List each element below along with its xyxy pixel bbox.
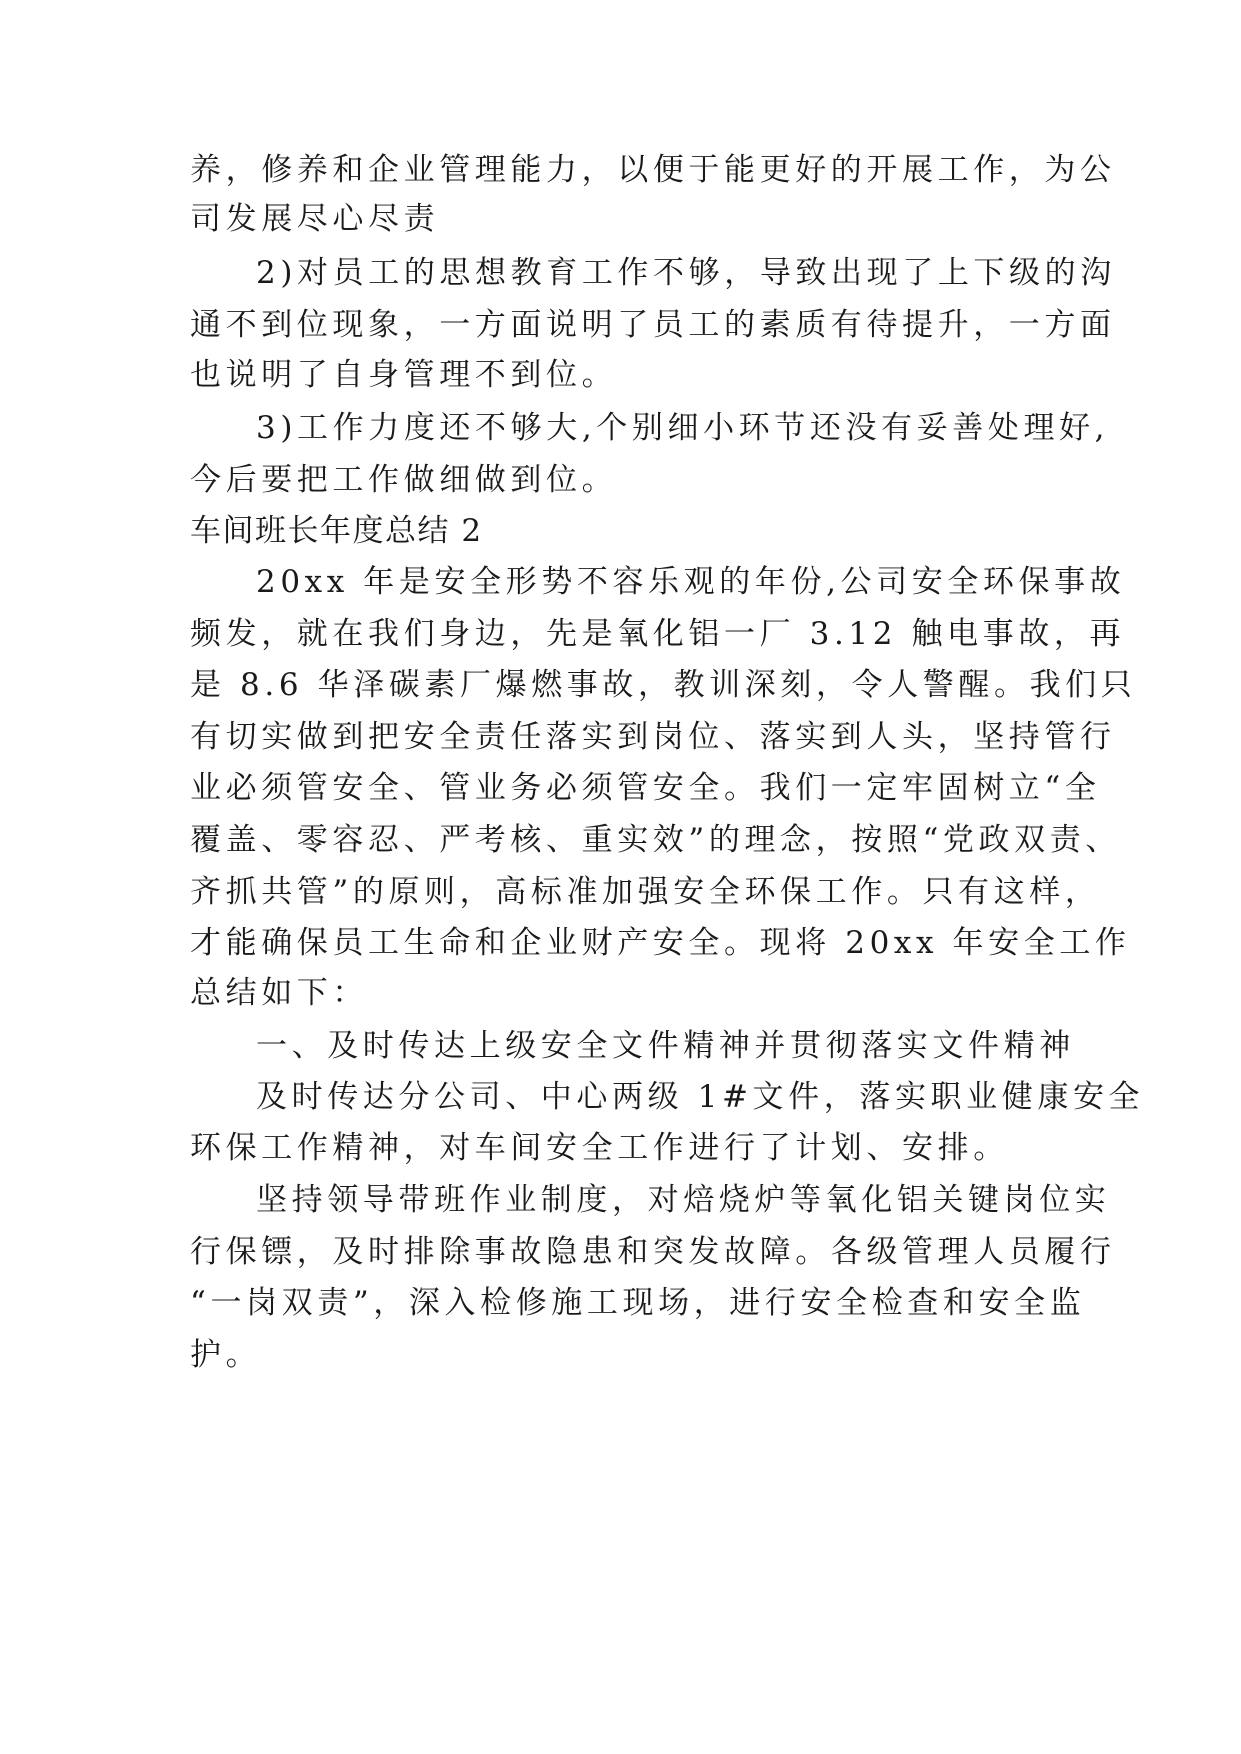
- text-line: 及时传达分公司、中心两级 1#文件，落实职业健康安全: [256, 1079, 1145, 1115]
- text-line: 也说明了自身管理不到位。: [190, 357, 618, 393]
- text-line: 养，修养和企业管理能力，以便于能更好的开展工作，为公: [190, 152, 1116, 188]
- text-line: 业必须管安全、管业务必须管安全。我们一定牢固树立“全: [190, 770, 1101, 806]
- text-line: 是 8.6 华泽碳素厂爆燃事故，教训深刻，令人警醒。我们只: [190, 667, 1137, 703]
- text-line: 有切实做到把安全责任落实到岗位、落实到人头，坚持管行: [190, 719, 1116, 755]
- section-heading: 车间班长年度总结 2: [190, 513, 483, 549]
- text-line: 频发，就在我们身边，先是氧化铝一厂 3.12 触电事故，再: [190, 616, 1126, 652]
- text-line: 护。: [190, 1337, 262, 1373]
- text-line: 覆盖、零容忍、严考核、重实效”的理念，按照“党政双责、: [190, 822, 1121, 858]
- text-line: 通不到位现象，一方面说明了员工的素质有待提升，一方面: [190, 307, 1116, 343]
- subsection-heading: 一、及时传达上级安全文件精神并贯彻落实文件精神: [256, 1028, 1075, 1064]
- text-line: 3)工作力度还不够大,个别细小环节还没有妥善处理好,: [256, 410, 1110, 446]
- text-line: 今后要把工作做细做到位。: [190, 462, 618, 498]
- text-line: 总结如下：: [190, 975, 368, 1011]
- text-line: 司发展尽心尽责: [190, 201, 440, 237]
- text-line: 20xx 年是安全形势不容乐观的年份,公司安全环保事故: [256, 564, 1126, 600]
- text-line: 环保工作精神，对车间安全工作进行了计划、安排。: [190, 1130, 1009, 1166]
- text-line: 坚持领导带班作业制度，对焙烧炉等氧化铝关键岗位实: [256, 1182, 1111, 1218]
- text-line: 齐抓共管”的原则，高标准加强安全环保工作。只有这样，: [190, 874, 1101, 910]
- text-line: 2)对员工的思想教育工作不够，导致出现了上下级的沟: [256, 255, 1116, 291]
- text-line: 行保镖，及时排除事故隐患和突发故障。各级管理人员履行: [190, 1234, 1116, 1270]
- text-line: 才能确保员工生命和企业财产安全。现将 20xx 年安全工作: [190, 925, 1131, 961]
- text-line: “一岗双责”，深入检修施工现场，进行安全检查和安全监: [190, 1285, 1086, 1321]
